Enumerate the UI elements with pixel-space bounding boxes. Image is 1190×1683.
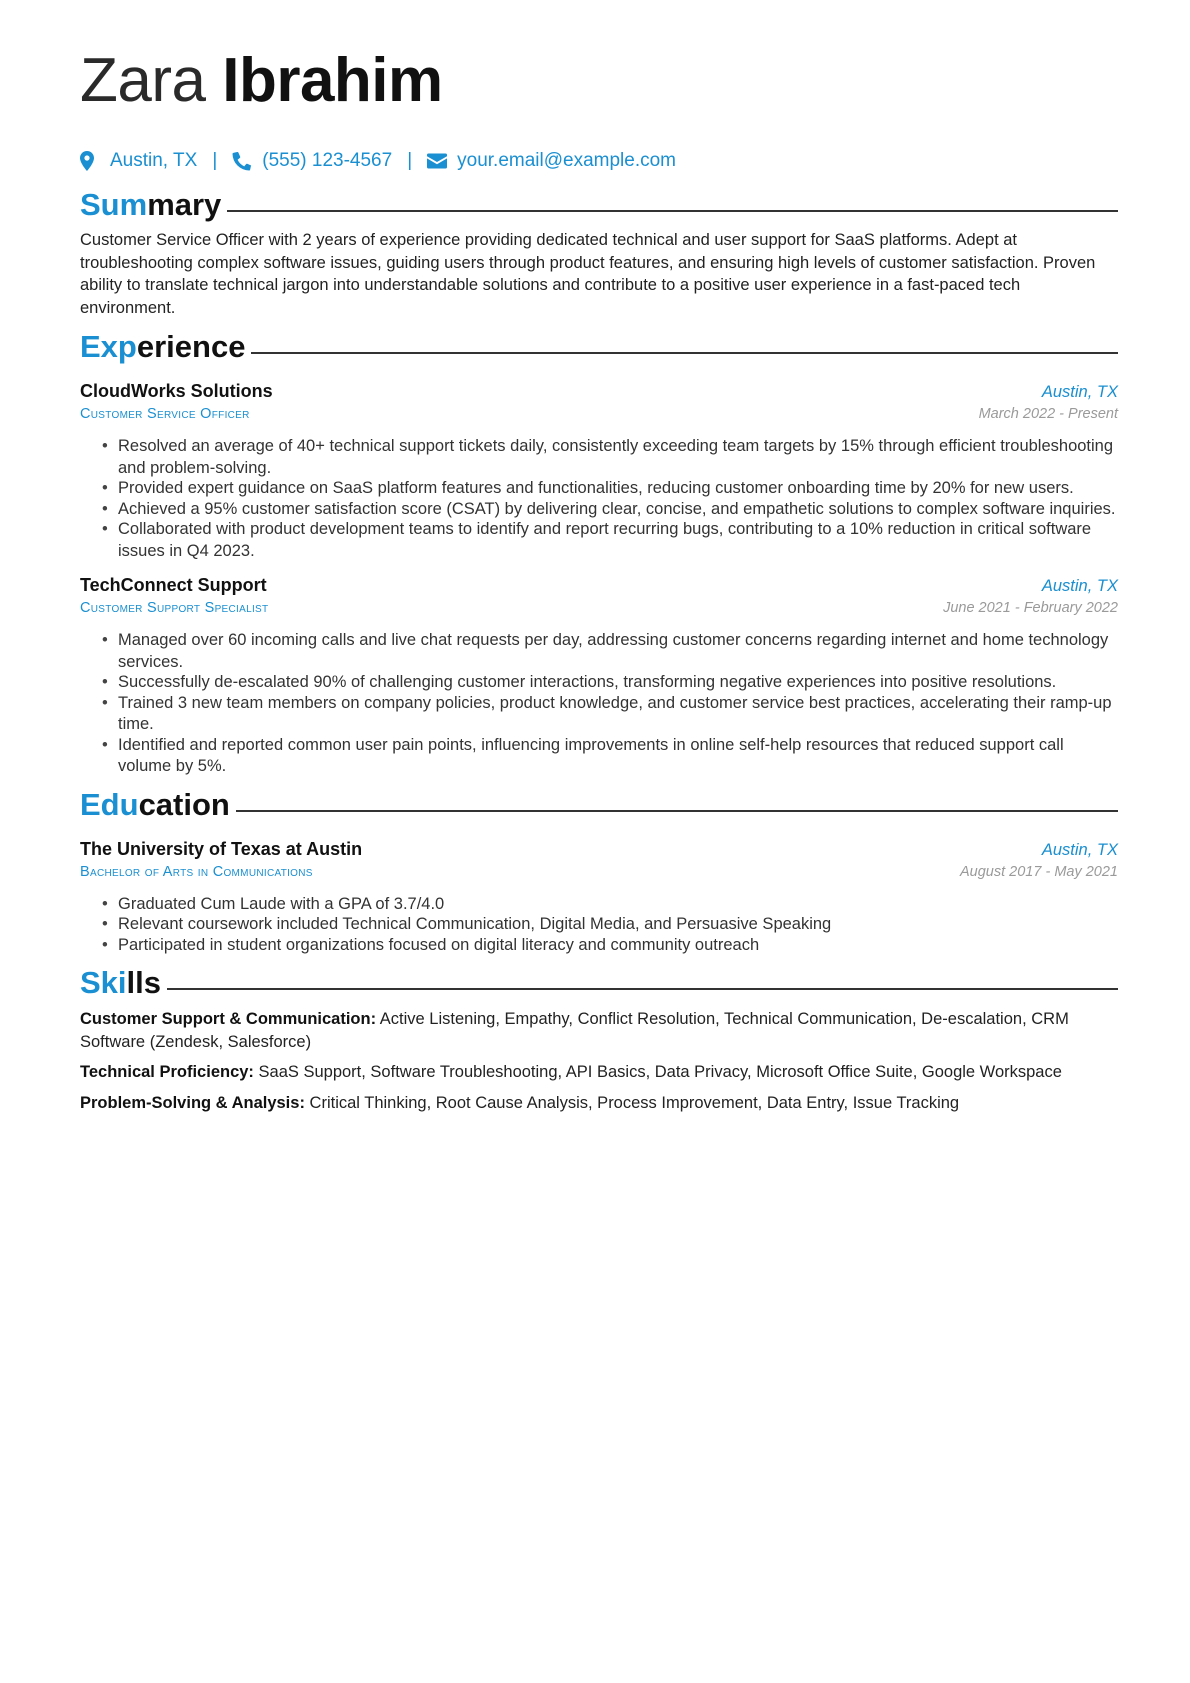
section-rule xyxy=(167,988,1118,990)
resume-page xyxy=(80,40,1118,1114)
last-name: Ibrahim xyxy=(222,46,443,115)
section-rule xyxy=(251,352,1118,354)
job-title: Customer Service Officer xyxy=(80,406,250,422)
achievement-list xyxy=(80,630,1118,778)
list-item: • Collaborated with product development teams to identify and report recurring bugs, contributing to a 10% reduction in critical software issues in Q4 2023. xyxy=(118,519,1118,562)
heading-accent: Edu xyxy=(80,786,139,822)
heading-accent: Exp xyxy=(80,329,137,364)
first-name: Zara xyxy=(80,46,206,115)
list-item: • Resolved an average of 40+ technical support tickets daily, consistently exceeding team targets by 15% through efficient troubleshooting and problem-solving. xyxy=(118,436,1118,479)
heading-rest: cation xyxy=(138,786,230,822)
summary-heading xyxy=(80,185,1118,225)
section-title xyxy=(80,185,221,225)
contact-line xyxy=(80,145,1118,177)
list-item: • Identified and reported common user pain points, influencing improvements in online self-help resources that reduced support call volume by 5%. xyxy=(118,735,1118,778)
list-item: • Managed over 60 incoming calls and live chat requests per day, addressing customer concerns regarding internet and home technology services. xyxy=(118,630,1118,673)
experience-entry xyxy=(80,379,1118,562)
entry-dates: March 2022 - Present xyxy=(978,406,1118,422)
heading-accent: Ski xyxy=(80,965,127,1000)
skill-group xyxy=(80,1061,1118,1084)
list-item: • Provided expert guidance on SaaS platform features and functionalities, reducing customer onboarding time by 20% for new users. xyxy=(118,478,1118,500)
entry-location: Austin, TX xyxy=(1041,577,1118,595)
achievement-list xyxy=(80,436,1118,562)
job-title: Customer Support Specialist xyxy=(80,600,269,616)
skills-heading xyxy=(80,963,1118,1003)
experience-entry xyxy=(80,573,1118,778)
entry-location: Austin, TX xyxy=(1041,840,1118,859)
list-item: • Relevant coursework included Technical Communication, Digital Media, and Persuasive Speaking xyxy=(118,914,1118,936)
skill-label: Technical Proficiency: xyxy=(80,1063,254,1081)
section-rule xyxy=(227,210,1118,212)
degree: Bachelor of Arts in Communications xyxy=(80,863,313,880)
email-link: your.email@example.com xyxy=(457,150,676,171)
company-name: CloudWorks Solutions xyxy=(80,381,273,401)
skill-label: Customer Support & Communication: xyxy=(80,1010,377,1028)
map-pin-icon xyxy=(80,151,100,171)
education-details-list xyxy=(80,894,1118,957)
phone-icon xyxy=(232,151,252,171)
section-title xyxy=(80,327,245,367)
skill-items: SaaS Support, Software Troubleshooting, API Basics, Data Privacy, Microsoft Office Suite, Google Workspace xyxy=(258,1063,1062,1081)
candidate-name xyxy=(80,40,1118,122)
skill-label: Problem-Solving & Analysis: xyxy=(80,1093,305,1112)
list-item: • Achieved a 95% customer satisfaction score (CSAT) by delivering clear, concise, and empathetic solutions to complex software inquiries. xyxy=(118,499,1118,521)
list-item: • Graduated Cum Laude with a GPA of 3.7/4.0 xyxy=(118,894,1118,916)
section-title xyxy=(80,785,230,825)
company-name: TechConnect Support xyxy=(80,575,267,595)
section-title xyxy=(80,963,161,1003)
contact-separator: | xyxy=(212,150,218,171)
envelope-icon xyxy=(427,151,447,171)
school-name: The University of Texas at Austin xyxy=(80,838,363,859)
skill-group xyxy=(80,1008,1118,1053)
heading-accent: Sum xyxy=(80,187,148,222)
list-item: • Trained 3 new team members on company policies, product knowledge, and customer service best practices, accelerating their ramp-up time. xyxy=(118,693,1118,736)
experience-heading xyxy=(80,327,1118,367)
skills-list xyxy=(80,1008,1118,1114)
skill-items: Active Listening, Empathy, Conflict Resolution, Technical Communication, De-escalation, CRM Software (Zendesk, Salesforce) xyxy=(80,1010,1069,1051)
list-item: • Successfully de-escalated 90% of challenging customer interactions, transforming negative experiences into positive resolutions. xyxy=(118,672,1118,694)
skill-group xyxy=(80,1092,1118,1115)
heading-rest: mary xyxy=(147,187,222,222)
list-item: • Participated in student organizations focused on digital literacy and community outreach xyxy=(118,935,1118,957)
phone-text: (555) 123-4567 xyxy=(262,150,393,171)
entry-dates: August 2017 - May 2021 xyxy=(960,863,1118,880)
skill-items: Critical Thinking, Root Cause Analysis, Process Improvement, Data Entry, Issue Tracking xyxy=(309,1093,960,1112)
entry-dates: June 2021 - February 2022 xyxy=(943,600,1118,616)
heading-rest: erience xyxy=(136,329,246,364)
contact-phone[interactable] xyxy=(232,150,392,172)
entry-location: Austin, TX xyxy=(1041,383,1118,401)
summary-text: Customer Service Officer with 2 years of experience providing dedicated technical and user support for SaaS platforms. Adept at troubleshooting complex software issues, guiding users through product features, and ensuring high levels of customer satisfaction. Proven ability to translate technical jargon into understandable solutions and contribute to a positive user experience in a fast-paced tech environment. xyxy=(80,231,1096,317)
contact-location xyxy=(80,150,197,172)
education-entry xyxy=(80,837,1118,957)
contact-separator: | xyxy=(407,150,413,171)
location-text: Austin, TX xyxy=(110,150,198,171)
education-heading xyxy=(80,785,1118,825)
section-rule xyxy=(236,810,1118,812)
heading-rest: lls xyxy=(126,965,161,1000)
contact-email[interactable] xyxy=(427,150,676,172)
